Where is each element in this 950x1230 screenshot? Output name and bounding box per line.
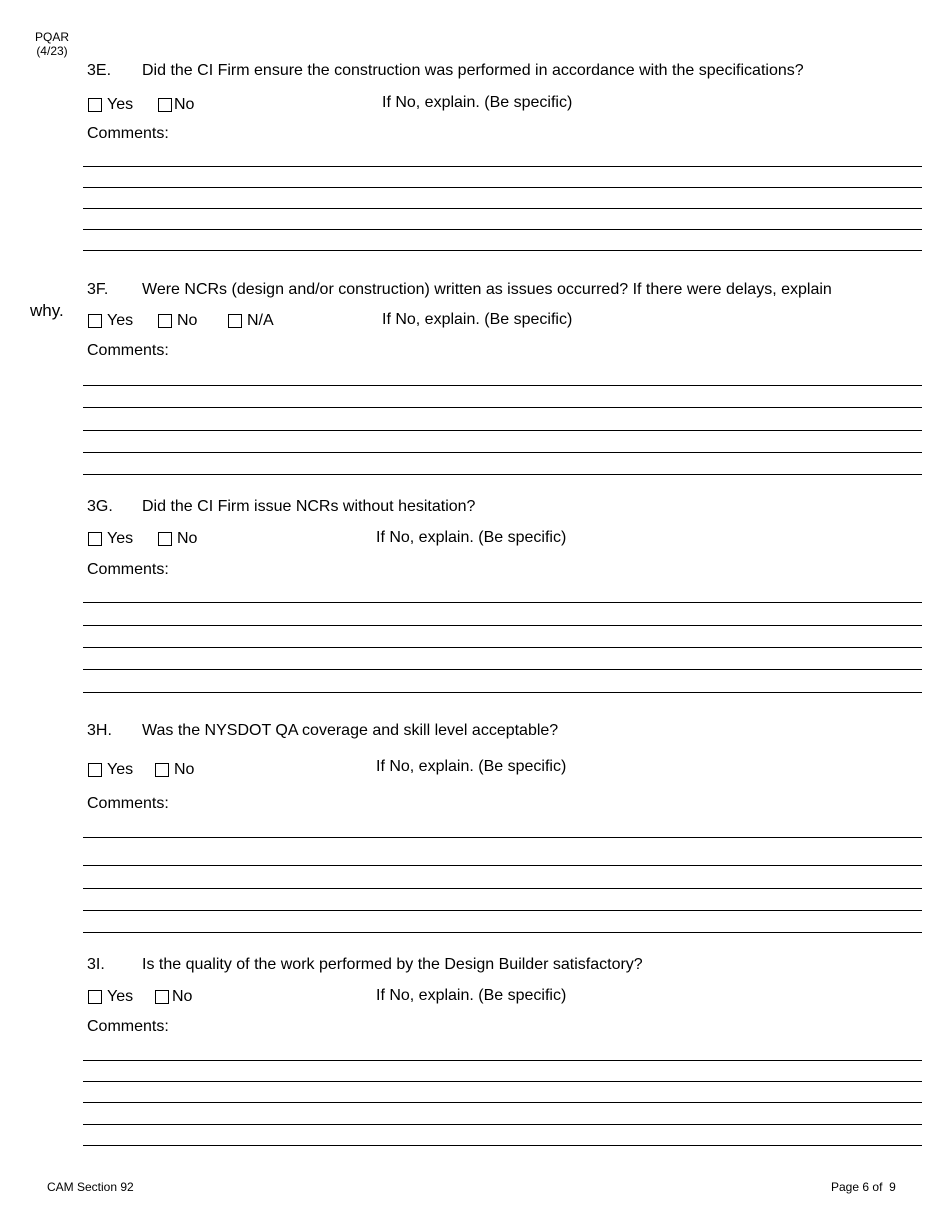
comment-line[interactable] [83,208,922,209]
checkbox-icon[interactable] [88,763,102,777]
checkbox-icon[interactable] [228,314,242,328]
checkbox-icon[interactable] [158,314,172,328]
no-checkbox[interactable]: No [155,988,192,1006]
no-checkbox[interactable]: No [158,96,194,114]
comment-line[interactable] [83,229,922,230]
comment-line[interactable] [83,647,922,648]
checkbox-icon[interactable] [88,990,102,1004]
form-date: (4/23) [36,44,68,58]
checkbox-icon[interactable] [88,98,102,112]
comment-line[interactable] [83,250,922,251]
question-number: 3F. [87,281,109,298]
yes-checkbox[interactable]: Yes [88,530,133,548]
comments-label: Comments: [87,561,169,578]
question-text: Did the CI Firm ensure the construction was performed in accordance with the specifications? [142,62,804,79]
yes-checkbox[interactable]: Yes [88,988,133,1006]
comment-line[interactable] [83,865,922,866]
checkbox-icon[interactable] [155,990,169,1004]
comment-line[interactable] [83,669,922,670]
comment-line[interactable] [83,166,922,167]
checkbox-icon[interactable] [155,763,169,777]
comment-line[interactable] [83,625,922,626]
no-checkbox[interactable]: No [158,530,197,548]
comment-line[interactable] [83,187,922,188]
question-number: 3I. [87,956,105,973]
explain-prompt: If No, explain. (Be specific) [382,311,573,328]
comment-line[interactable] [83,407,922,408]
comment-line[interactable] [83,385,922,386]
comment-line[interactable] [83,1060,922,1061]
comment-line[interactable] [83,452,922,453]
page-current: 6 [862,1180,870,1194]
question-text: Were NCRs (design and/or construction) written as issues occurred? If there were delays, explain [142,281,832,298]
question-text: Was the NYSDOT QA coverage and skill level acceptable? [142,722,559,739]
comment-line[interactable] [83,474,922,475]
yes-checkbox[interactable]: Yes [88,312,133,330]
comment-line[interactable] [83,1081,922,1082]
comments-label: Comments: [87,795,169,812]
checkbox-icon[interactable] [88,314,102,328]
comments-label: Comments: [87,1018,169,1035]
checkbox-icon[interactable] [158,98,172,112]
page-number [831,1180,896,1194]
comment-line[interactable] [83,692,922,693]
page-of: of [872,1180,883,1194]
form-id [30,30,74,58]
comment-line[interactable] [83,910,922,911]
comment-line[interactable] [83,932,922,933]
explain-prompt: If No, explain. (Be specific) [376,529,567,546]
question-text: Did the CI Firm issue NCRs without hesitation? [142,498,476,515]
form-code: PQAR [34,30,69,44]
question-number: 3G. [87,498,113,515]
comments-label: Comments: [87,125,169,142]
comment-line[interactable] [83,602,922,603]
explain-prompt: If No, explain. (Be specific) [376,758,567,775]
page-label: Page [831,1180,860,1194]
yes-checkbox[interactable]: Yes [88,761,133,779]
no-checkbox[interactable]: No [158,312,197,330]
question-number: 3E. [87,62,112,79]
comments-label: Comments: [87,342,169,359]
checkbox-icon[interactable] [158,532,172,546]
comment-line[interactable] [83,1145,922,1146]
na-checkbox[interactable]: N/A [228,312,274,330]
comment-line[interactable] [83,837,922,838]
explain-prompt: If No, explain. (Be specific) [382,94,573,111]
comment-line[interactable] [83,1124,922,1125]
comment-line[interactable] [83,430,922,431]
no-checkbox[interactable]: No [155,761,194,779]
footer-section: CAM Section 92 [47,1180,134,1194]
checkbox-icon[interactable] [88,532,102,546]
question-text-wrap: why. [30,301,64,320]
comment-line[interactable] [83,888,922,889]
question-number: 3H. [87,722,112,739]
explain-prompt: If No, explain. (Be specific) [376,987,567,1004]
yes-checkbox[interactable]: Yes [88,96,133,114]
question-text: Is the quality of the work performed by the Design Builder satisfactory? [142,956,643,973]
comment-line[interactable] [83,1102,922,1103]
page-total: 9 [889,1180,896,1194]
